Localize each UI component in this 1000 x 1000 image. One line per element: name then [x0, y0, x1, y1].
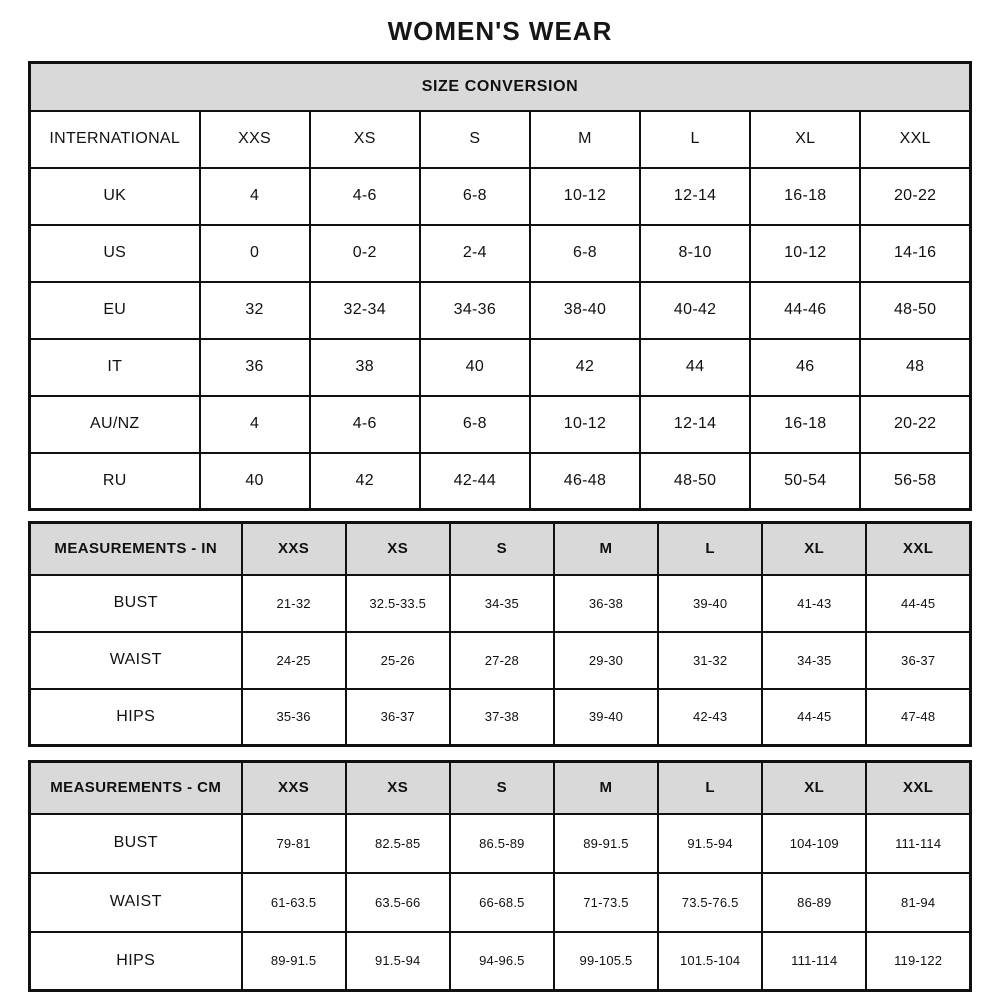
measurements-cm-table: [28, 760, 972, 992]
table-cell: 89-91.5: [554, 814, 658, 873]
table-cell: 20-22: [860, 396, 970, 453]
table-cell: 47-48: [866, 689, 970, 746]
table-cell: 10-12: [530, 396, 640, 453]
table-cell: 41-43: [762, 575, 866, 632]
size-column-header: XS: [346, 762, 450, 814]
table-cell: 6-8: [530, 225, 640, 282]
table-cell: 29-30: [554, 632, 658, 689]
table-cell: 99-105.5: [554, 932, 658, 991]
table-row: [30, 339, 971, 396]
table-cell: 14-16: [860, 225, 970, 282]
table-cell: 73.5-76.5: [658, 873, 762, 932]
row-label: WAIST: [30, 632, 242, 689]
table-cell: M: [530, 111, 640, 168]
table-cell: 42: [310, 453, 420, 510]
table-cell: 42-43: [658, 689, 762, 746]
table-cell: 42-44: [420, 453, 530, 510]
table-row: [30, 689, 971, 746]
row-label: HIPS: [30, 932, 242, 991]
table-cell: 44-46: [750, 282, 860, 339]
table-cell: 34-35: [450, 575, 554, 632]
row-label: HIPS: [30, 689, 242, 746]
table-row: [30, 873, 971, 932]
table-cell: 0: [200, 225, 310, 282]
table-cell: 6-8: [420, 168, 530, 225]
table-cell: 44: [640, 339, 750, 396]
table-cell: 46: [750, 339, 860, 396]
table-cell: 44-45: [762, 689, 866, 746]
size-column-header: L: [658, 523, 762, 575]
table-cell: 71-73.5: [554, 873, 658, 932]
table-cell: 34-35: [762, 632, 866, 689]
page-title: WOMEN'S WEAR: [387, 16, 613, 46]
row-label: WAIST: [30, 873, 242, 932]
table-cell: 48: [860, 339, 970, 396]
size-conversion-header: SIZE CONVERSION: [30, 63, 971, 111]
table-cell: 12-14: [640, 168, 750, 225]
table-cell: 39-40: [554, 689, 658, 746]
table-cell: 4-6: [310, 396, 420, 453]
table-cell: 36: [200, 339, 310, 396]
table-row: [30, 282, 971, 339]
table-cell: 4-6: [310, 168, 420, 225]
table-cell: 36-37: [346, 689, 450, 746]
table-cell: 111-114: [866, 814, 970, 873]
table-cell: 91.5-94: [658, 814, 762, 873]
row-label: AU/NZ: [30, 396, 200, 453]
table-row: [30, 453, 971, 510]
size-column-header: XS: [346, 523, 450, 575]
table-cell: 36-38: [554, 575, 658, 632]
table-cell: 61-63.5: [242, 873, 346, 932]
table-cell: 2-4: [420, 225, 530, 282]
table-cell: 40: [420, 339, 530, 396]
row-label: EU: [30, 282, 200, 339]
row-label: BUST: [30, 814, 242, 873]
table-cell: 66-68.5: [450, 873, 554, 932]
table-cell: S: [420, 111, 530, 168]
row-label: INTERNATIONAL: [30, 111, 200, 168]
table-row: [30, 111, 971, 168]
measurements-header: MEASUREMENTS - CM: [30, 762, 242, 814]
size-column-header: XXL: [866, 762, 970, 814]
table-cell: 31-32: [658, 632, 762, 689]
row-label: UK: [30, 168, 200, 225]
table-cell: 8-10: [640, 225, 750, 282]
table-cell: XXS: [200, 111, 310, 168]
table-cell: XXL: [860, 111, 970, 168]
size-column-header: XL: [762, 523, 866, 575]
table-cell: 32: [200, 282, 310, 339]
table-cell: 104-109: [762, 814, 866, 873]
table-cell: 21-32: [242, 575, 346, 632]
measurements-in-table: [28, 521, 972, 747]
row-label: BUST: [30, 575, 242, 632]
table-cell: XL: [750, 111, 860, 168]
table-cell: 6-8: [420, 396, 530, 453]
row-label: RU: [30, 453, 200, 510]
table-cell: 86-89: [762, 873, 866, 932]
table-cell: 12-14: [640, 396, 750, 453]
table-cell: 16-18: [750, 396, 860, 453]
size-column-header: XXS: [242, 523, 346, 575]
table-cell: L: [640, 111, 750, 168]
table-cell: 63.5-66: [346, 873, 450, 932]
table-cell: 56-58: [860, 453, 970, 510]
table-cell: 37-38: [450, 689, 554, 746]
table-cell: 50-54: [750, 453, 860, 510]
table-cell: 48-50: [860, 282, 970, 339]
size-column-header: S: [450, 523, 554, 575]
table-row: [30, 932, 971, 991]
table-cell: 40-42: [640, 282, 750, 339]
table-cell: 0-2: [310, 225, 420, 282]
table-cell: 48-50: [640, 453, 750, 510]
table-row: [30, 575, 971, 632]
measurements-header: MEASUREMENTS - IN: [30, 523, 242, 575]
table-cell: 10-12: [750, 225, 860, 282]
table-cell: 91.5-94: [346, 932, 450, 991]
table-cell: 24-25: [242, 632, 346, 689]
table-cell: 38-40: [530, 282, 640, 339]
table-row: [30, 632, 971, 689]
table-cell: 46-48: [530, 453, 640, 510]
table-cell: 34-36: [420, 282, 530, 339]
table-cell: 42: [530, 339, 640, 396]
table-cell: 40: [200, 453, 310, 510]
table-cell: 89-91.5: [242, 932, 346, 991]
size-conversion-table: [28, 61, 972, 511]
table-cell: 27-28: [450, 632, 554, 689]
table-cell: 25-26: [346, 632, 450, 689]
table-cell: XS: [310, 111, 420, 168]
row-label: IT: [30, 339, 200, 396]
table-cell: 39-40: [658, 575, 762, 632]
table-cell: 35-36: [242, 689, 346, 746]
row-label: US: [30, 225, 200, 282]
size-column-header: XXL: [866, 523, 970, 575]
table-cell: 119-122: [866, 932, 970, 991]
table-cell: 86.5-89: [450, 814, 554, 873]
table-cell: 44-45: [866, 575, 970, 632]
table-row: [30, 225, 971, 282]
size-column-header: M: [554, 523, 658, 575]
table-cell: 20-22: [860, 168, 970, 225]
table-cell: 38: [310, 339, 420, 396]
size-column-header: M: [554, 762, 658, 814]
table-cell: 10-12: [530, 168, 640, 225]
table-cell: 82.5-85: [346, 814, 450, 873]
table-row: [30, 814, 971, 873]
table-cell: 101.5-104: [658, 932, 762, 991]
table-cell: 4: [200, 396, 310, 453]
table-row: [30, 396, 971, 453]
table-cell: 36-37: [866, 632, 970, 689]
table-row: [30, 168, 971, 225]
size-column-header: S: [450, 762, 554, 814]
table-cell: 4: [200, 168, 310, 225]
table-cell: 81-94: [866, 873, 970, 932]
size-column-header: XL: [762, 762, 866, 814]
size-column-header: XXS: [242, 762, 346, 814]
size-column-header: L: [658, 762, 762, 814]
table-cell: 94-96.5: [450, 932, 554, 991]
table-cell: 16-18: [750, 168, 860, 225]
table-cell: 32-34: [310, 282, 420, 339]
table-cell: 111-114: [762, 932, 866, 991]
table-cell: 32.5-33.5: [346, 575, 450, 632]
table-cell: 79-81: [242, 814, 346, 873]
